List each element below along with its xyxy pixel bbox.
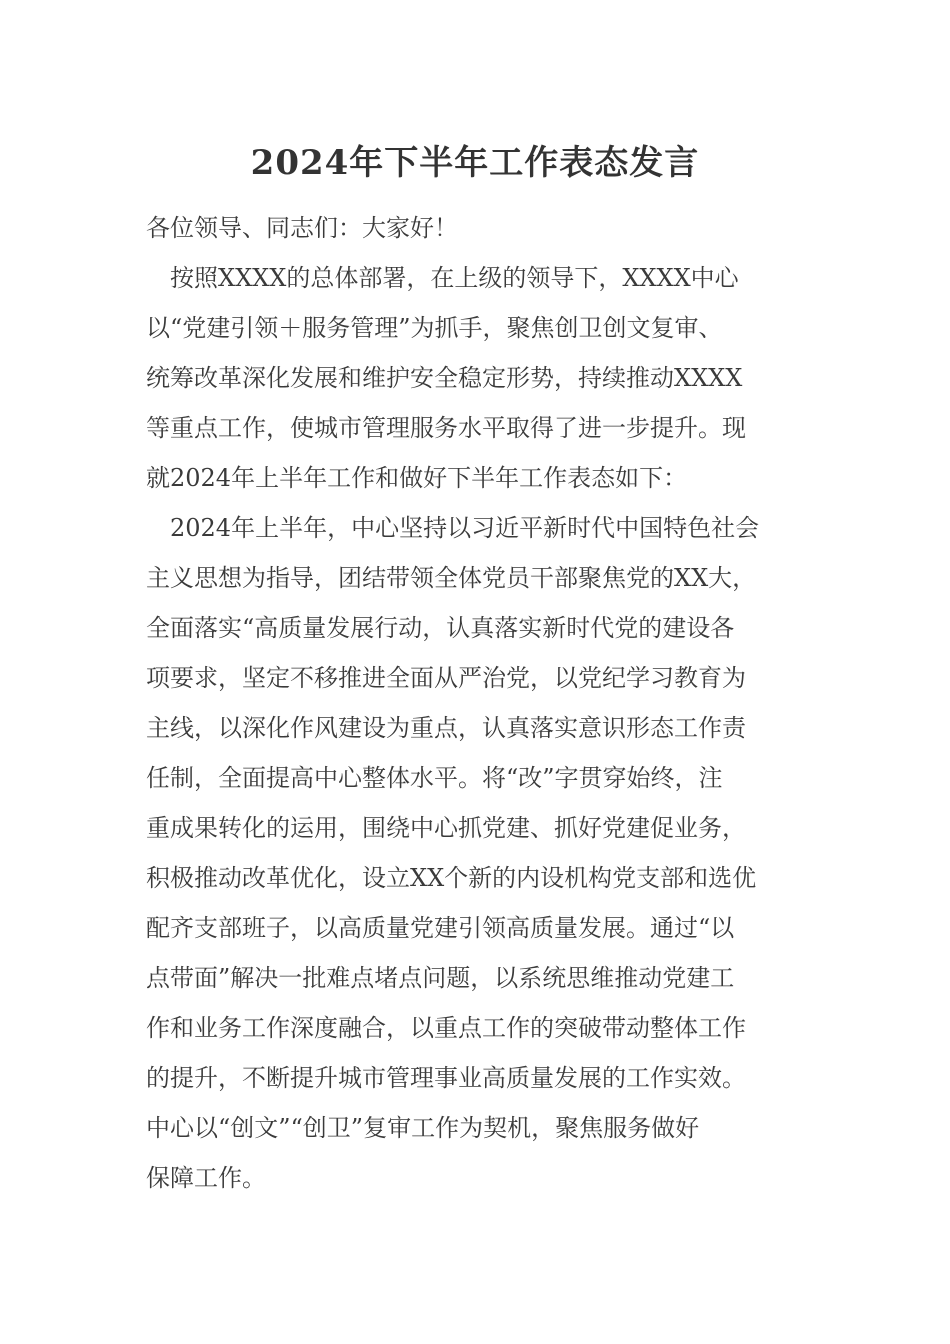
paragraph-line: 统筹改革深化发展和维护安全稳定形势，持续推动XXXX [146, 364, 743, 392]
paragraph-line: 主线，以深化作风建设为重点，认真落实意识形态工作责 [146, 714, 746, 742]
paragraph-line: 点带面”解决一批难点堵点问题，以系统思维推动党建工 [146, 964, 735, 992]
paragraph-line: 按照XXXX的总体部署，在上级的领导下，XXXX中心 [170, 264, 739, 292]
document-title: 2024年下半年工作表态发言 [250, 143, 700, 183]
paragraph-line: 中心以“创文”“创卫”复审工作为契机，聚焦服务做好 [146, 1114, 700, 1142]
paragraph-line: 全面落实“高质量发展行动，认真落实新时代党的建设各 [146, 614, 735, 642]
paragraph-line: 等重点工作，使城市管理服务水平取得了进一步提升。现 [146, 414, 746, 442]
paragraph-line: 主义思想为指导，团结带领全体党员干部聚焦党的XX大， [146, 564, 757, 592]
paragraph-line: 积极推动改革优化，设立XX个新的内设机构党支部和选优 [146, 864, 757, 892]
document-body [146, 203, 806, 1203]
paragraph-line: 以“党建引领＋服务管理”为抓手，聚焦创卫创文复审、 [146, 314, 723, 342]
paragraph-line: 项要求，坚定不移推进全面从严治党，以党纪学习教育为 [146, 664, 746, 692]
paragraph-line: 重成果转化的运用，围绕中心抓党建、抓好党建促业务， [146, 814, 746, 842]
paragraph-line: 配齐支部班子，以高质量党建引领高质量发展。通过“以 [146, 914, 735, 942]
paragraph-line: 的提升，不断提升城市管理事业高质量发展的工作实效。 [146, 1064, 746, 1092]
paragraph-line: 保障工作。 [146, 1164, 266, 1192]
paragraph-line: 就2024年上半年工作和做好下半年工作表态如下： [146, 464, 688, 492]
paragraph-line: 作和业务工作深度融合，以重点工作的突破带动整体工作 [146, 1014, 746, 1042]
greeting-line: 各位领导、同志们：大家好！ [146, 214, 458, 242]
paragraph-line: 任制，全面提高中心整体水平。将“改”字贯穿始终，注 [146, 764, 723, 792]
paragraph-line: 2024年上半年，中心坚持以习近平新时代中国特色社会 [170, 514, 760, 542]
